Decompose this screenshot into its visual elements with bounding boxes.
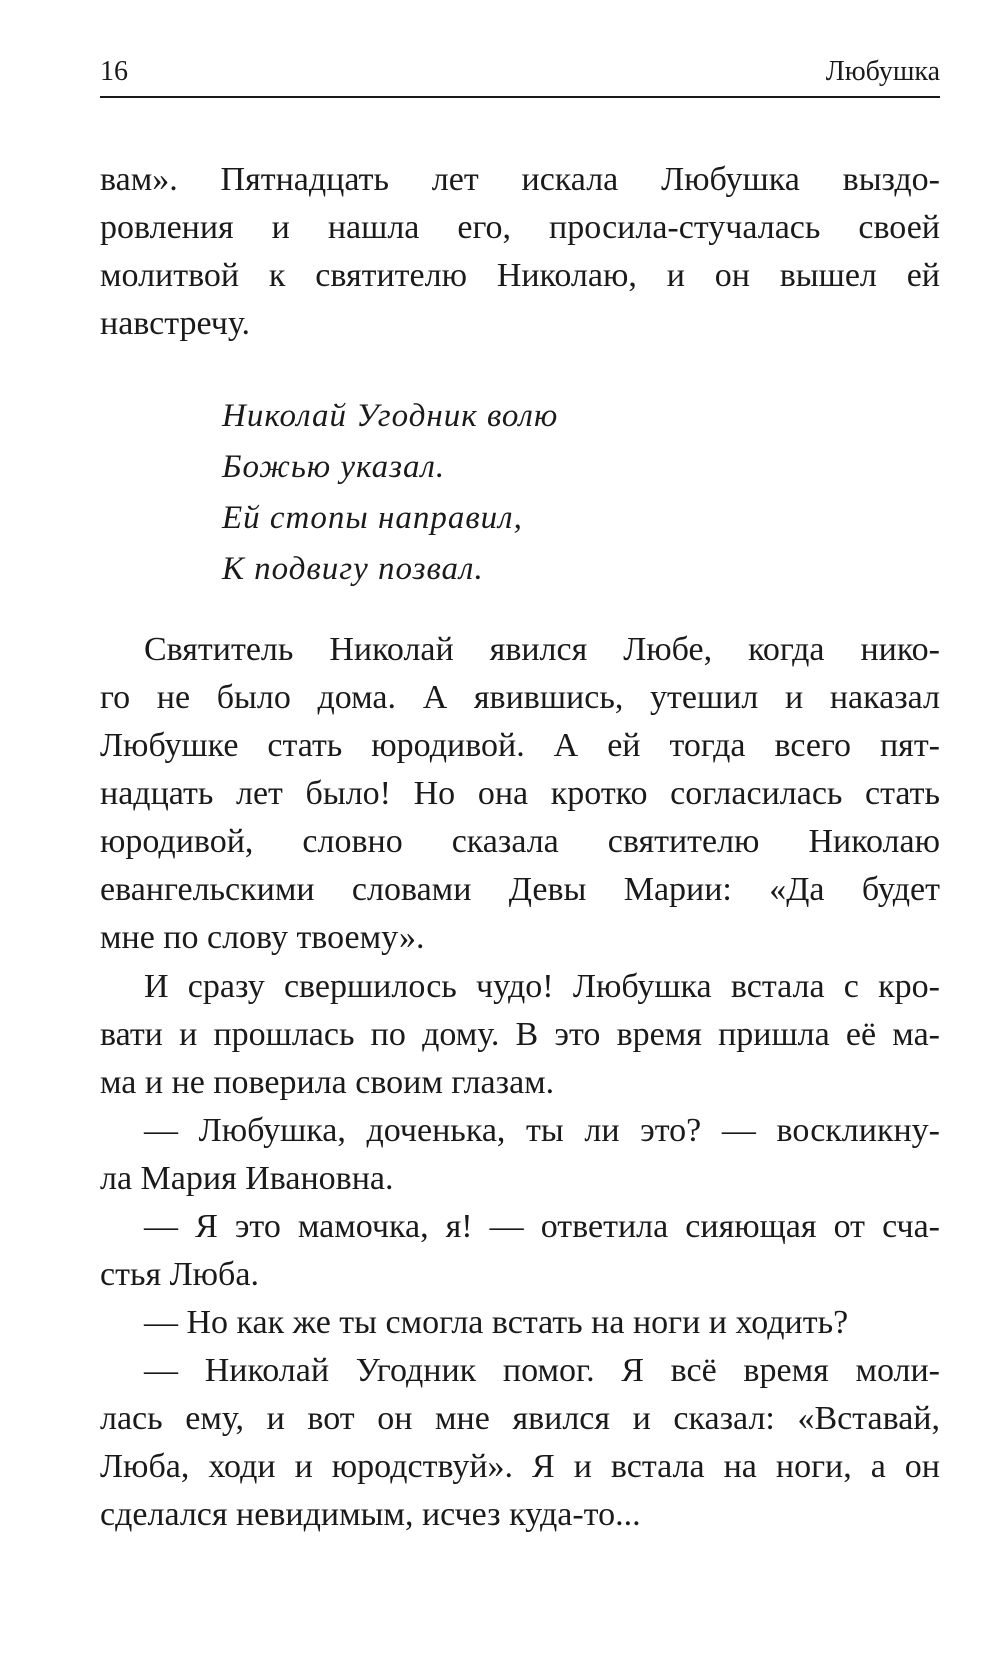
paragraph-opening: [100, 156, 940, 348]
dialogue-line: ла Мария Ивановна.: [100, 1160, 394, 1197]
dialogue-line: — Николай Угодник помог. Я всё время моли-: [144, 1352, 940, 1389]
running-title: Любушка: [825, 56, 940, 87]
text-line: вам». Пятнадцать лет искала Любушка выздо-: [100, 161, 940, 198]
dialogue-line: — Я это мамочка, я! — ответила сияющая от сча-: [144, 1208, 940, 1245]
text-line: Святитель Николай явился Любе, когда нико-: [144, 631, 940, 668]
poem-line: К подвигу позвал.: [222, 551, 484, 587]
paragraph-apparition: [100, 626, 940, 962]
dialogue-line: Люба, ходи и юродствуй». Я и встала на ноги, а он: [100, 1448, 940, 1485]
text-line: юродивой, словно сказала святителю Николаю: [100, 823, 940, 860]
text-line: ровления и нашла его, просила-стучалась своей: [100, 209, 940, 246]
poem-line: Божью указал.: [222, 449, 446, 485]
header-divider: [100, 96, 940, 98]
dialogue-line: — Любушка, доченька, ты ли это? — воскликну-: [144, 1112, 940, 1149]
text-line: мне по слову твоему».: [100, 919, 425, 956]
poem-line: Николай Угодник волю: [222, 398, 559, 434]
text-line: вати и прошлась по дому. В это время пришла её ма-: [100, 1016, 940, 1053]
text-line: молитвой к святителю Николаю, и он вышел ей: [100, 257, 940, 294]
text-line: Любушке стать юродивой. А ей тогда всего пят-: [100, 727, 940, 764]
dialogue-line: лась ему, и вот он мне явился и сказал: «Вставай,: [100, 1400, 940, 1437]
text-line: ма и не поверила своим глазам.: [100, 1064, 555, 1101]
text-line: го не было дома. А явившись, утешил и наказал: [100, 679, 940, 716]
dialogue-line: стья Люба.: [100, 1256, 259, 1293]
text-line: надцать лет было! Но она кротко согласилась стать: [100, 775, 940, 812]
paragraph-miracle: [100, 963, 940, 1539]
poem-line: Ей стопы направил,: [222, 500, 523, 536]
dialogue-line: сделался невидимым, исчез куда-то...: [100, 1496, 641, 1533]
text-line: навстречу.: [100, 305, 250, 342]
page-number: 16: [100, 56, 128, 87]
dialogue-line: — Но как же ты смогла встать на ноги и ходить?: [144, 1304, 849, 1341]
text-line: И сразу свершилось чудо! Любушка встала с кро-: [144, 968, 940, 1005]
poem-stanza: [222, 391, 558, 595]
text-line: евангельскими словами Девы Марии: «Да будет: [100, 871, 940, 908]
page-header: [100, 52, 940, 92]
